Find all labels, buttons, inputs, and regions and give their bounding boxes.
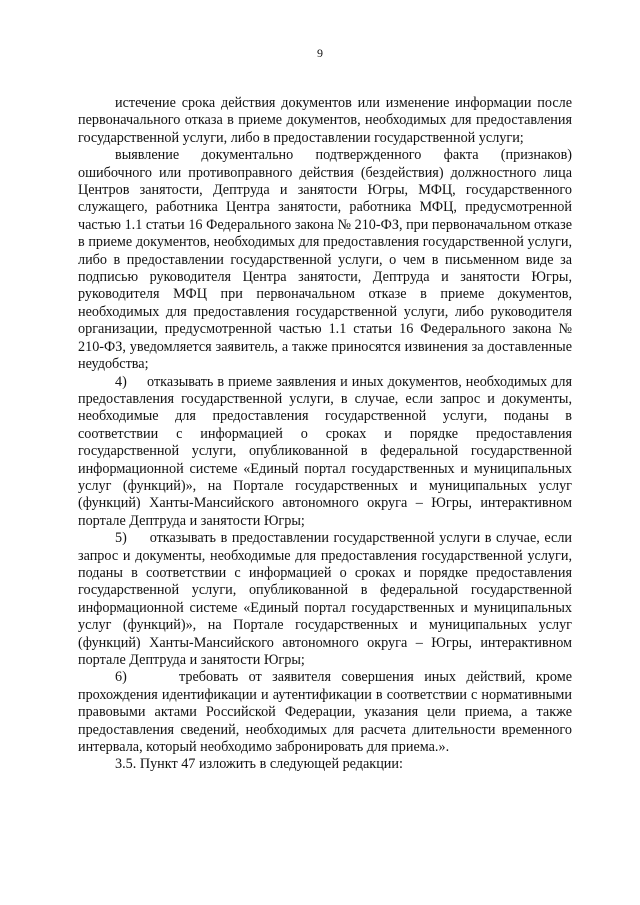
paragraph-item-5: 5) отказывать в предоставлении государственной услуги в случае, если запрос и документы, необходимые для предоставления государственной услуги, поданы в соответствии с информацией о сроках и порядке предоставления государственной услуги, опубликованной в федеральной государственной информационной системе «Единый портал государственных и муниципальных услуг (функций)», на Портале государственных и муниципальных услуг (функций) Ханты-Мансийского автономного округа – Югры, интерактивном портале Дептруда и занятости Югры;	[78, 530, 572, 668]
paragraph-item-6: 6) требовать от заявителя совершения иных действий, кроме прохождения идентификации и аутентификации в соответствии с нормативными правовыми актами Российской Федерации, указания цели приема, а также предоставления сведений, необходимых для расчета длительности временного интервала, который необходимо забронировать для приема.».	[78, 669, 572, 756]
paragraph-item-4: 4) отказывать в приеме заявления и иных документов, необходимых для предоставления государственной услуги, в случае, если запрос и документы, необходимые для предоставления государственной услуги, поданы в соответствии с информацией о сроках и порядке предоставления государственной услуги, опубликованной в федеральной государственной информационной системе «Единый портал государственных и муниципальных услуг (функций)», на Портале государственных и муниципальных услуг (функций) Ханты-Мансийского автономного округа – Югры, интерактивном портале Дептруда и занятости Югры;	[78, 373, 572, 529]
paragraph-expired-documents: истечение срока действия документов или изменение информации после первоначального отказа в приеме документов, необходимых для предоставления государственной услуги, либо в предоставлении государственной услуги;	[78, 95, 572, 146]
document-body	[78, 95, 572, 774]
page-number: 9	[317, 46, 323, 60]
paragraph-erroneous-action: выявление документально подтвержденного факта (признаков) ошибочного или противоправного действия (бездействия) должностного лица Центров занятости, Дептруда и занятости Югры, МФЦ, государственного служащего, работника Центра занятости, работника МФЦ, предусмотренной частью 1.1 статьи 16 Федерального закона № 210-ФЗ, при первоначальном отказе в приеме документов, необходимых для предоставления государственной услуги, либо в предоставлении государственной услуги, о чем в письменном виде за подписью руководителя Центра занятости, Дептруда и занятости Югры, руководителя МФЦ при первоначальном отказе в приеме документов, необходимых для предоставления государственной услуги, либо руководителя организации, предусмотренной частью 1.1 статьи 16 Федерального закона № 210-ФЗ, уведомляется заявитель, а также приносятся извинения за доставленные неудобства;	[78, 147, 572, 373]
paragraph-section-3-5: 3.5. Пункт 47 изложить в следующей редакции:	[115, 756, 403, 773]
